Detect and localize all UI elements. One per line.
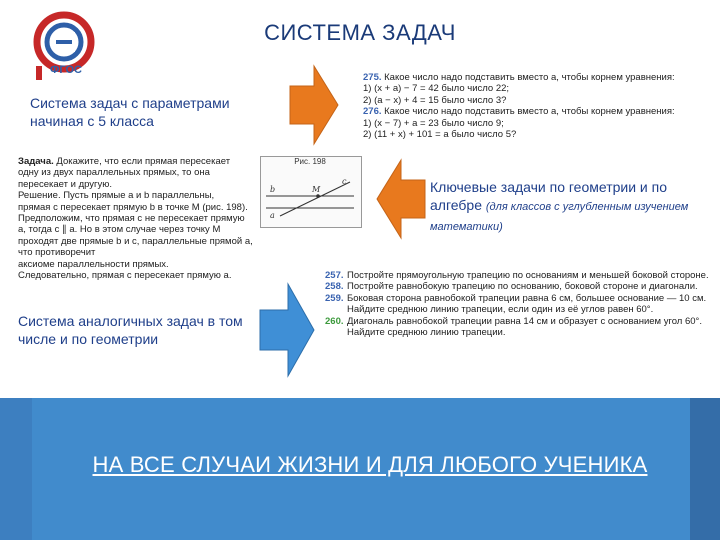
task-row: 257. Постройте прямоугольную трапецию по основаниям и меньшей боковой стороне. bbox=[325, 270, 709, 281]
svg-text:M: M bbox=[312, 185, 321, 194]
note-key-tasks-small: (для классов с углубленным изучением математики) bbox=[430, 201, 689, 233]
footer-banner: НА ВСЕ СЛУЧАИ ЖИЗНИ И ДЛЯ ЛЮБОГО УЧЕНИКА bbox=[92, 452, 648, 477]
task-row: 260. Диагональ равнобокой трапеции равна 14 см и образует с основанием угол 60°. Найдите среднюю линию трапеции. bbox=[325, 315, 702, 339]
task-row: 275. Какое число надо подставить вместо а, чтобы корнем уравнения: bbox=[363, 72, 675, 83]
task-row: 259. Боковая сторона равнобокой трапеции равна 6 см, большее основание — 10 см. Найдите среднюю линию трапеции, если один из её углов равен 60°. bbox=[325, 292, 707, 316]
page-title: СИСТЕМА ЗАДАЧ bbox=[264, 20, 456, 45]
geometry-heading: Задача. bbox=[18, 156, 54, 167]
svg-text:b: b bbox=[270, 185, 276, 194]
svg-text:c: c bbox=[342, 177, 347, 186]
task-row: 276. Какое число надо подставить вместо а, чтобы корнем уравнения: bbox=[363, 106, 675, 118]
figure-caption: Рис. 198 bbox=[294, 157, 326, 166]
task-row: 2) (11 + х) + 101 = а было число 5? bbox=[363, 129, 517, 141]
arrow-left-orange-icon bbox=[375, 158, 427, 240]
arrow-right-blue-icon bbox=[258, 282, 316, 378]
geometry-task-scan: Задача. Докажите, что если прямая пересекает одну из двух параллельных прямых, то она пересекает и другую. Решение. Пусть прямые а и b параллельны, прямая с пересекает прямую b в точке M (рис. 198). Предположим, что прямая с не пересекает прямую а, тогда с ∥ а. Но в этом случае через точку M проходят две прямые b и с, параллельные прямой а, что противоречит аксиоме параллельности прямых. Следовательно, прямая с пересекает прямую а. bbox=[18, 156, 253, 282]
logo-caption: ФГОС bbox=[50, 64, 82, 76]
task-row: 1) (х + а) − 7 = 42 было число 22; bbox=[363, 83, 510, 95]
task-row: 1) (х − 7) + а = 23 было число 9; bbox=[363, 117, 504, 129]
task-row: 258. Постройте равнобокую трапецию по основанию, боковой стороне и диагонали. bbox=[325, 281, 698, 293]
svg-text:a: a bbox=[270, 211, 275, 220]
trapezoid-tasks-scan bbox=[325, 270, 710, 338]
note-analog-tasks: Система аналогичных задач в том числе и по геометрии bbox=[18, 313, 243, 347]
arrow-right-orange-icon bbox=[288, 64, 340, 146]
note-system-params: Система задач с параметрами начиная с 5 класса bbox=[30, 95, 230, 129]
task-row: 2) (а − х) + 4 = 15 было число 3? bbox=[363, 94, 507, 106]
note-key-tasks: Ключевые задачи по геометрии и по алгебре (для классов с углубленным изучением математики) bbox=[430, 179, 689, 233]
parallel-lines-diagram bbox=[262, 170, 358, 224]
algebra-tasks-scan bbox=[363, 72, 718, 140]
